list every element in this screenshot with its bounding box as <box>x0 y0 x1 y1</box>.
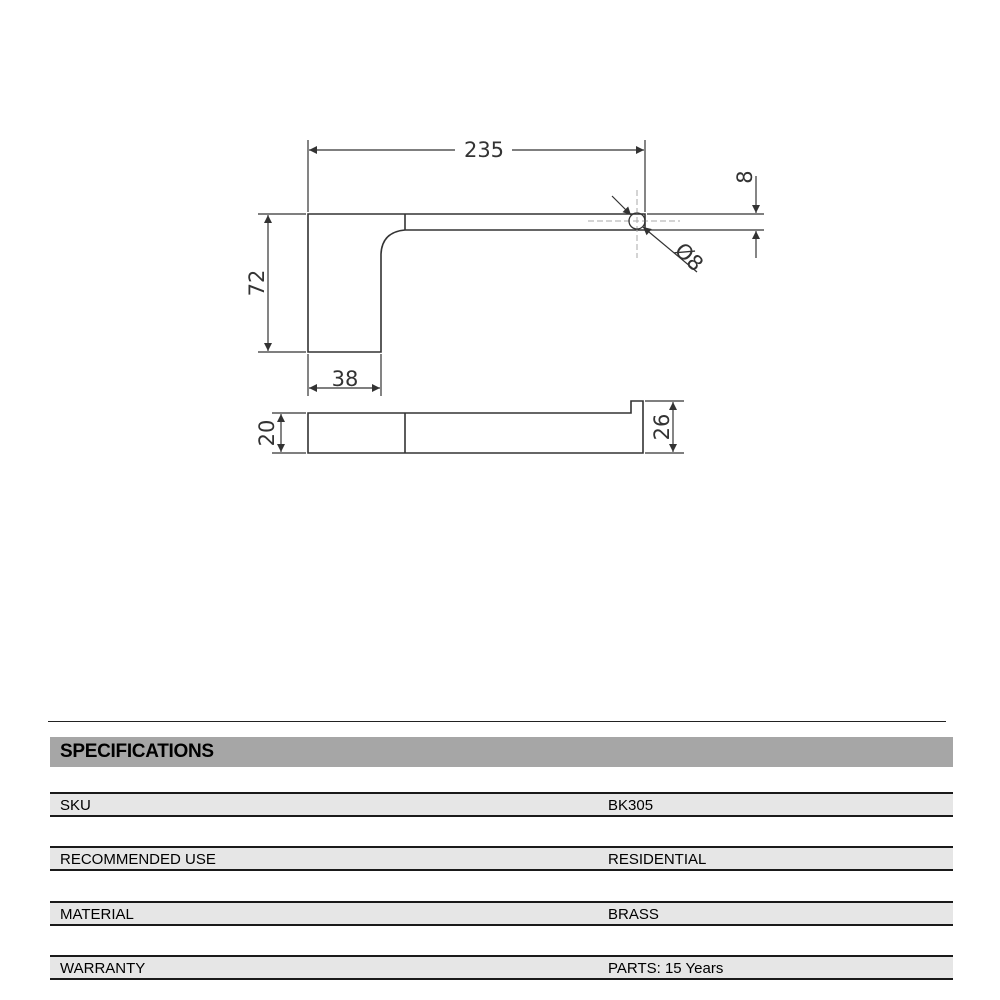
spec-value: RESIDENTIAL <box>608 851 707 868</box>
side-right-dimension-label: 26 <box>650 413 674 441</box>
base-dimension-label: 38 <box>331 367 359 391</box>
hole-center-mark <box>588 190 680 258</box>
spec-value: BK305 <box>608 797 654 814</box>
spec-label: RECOMMENDED USE <box>60 851 216 868</box>
spec-label: MATERIAL <box>60 906 134 923</box>
height-dimension-label: 72 <box>245 269 269 297</box>
spec-row-material <box>50 901 953 926</box>
spec-row-warranty <box>50 955 953 980</box>
spec-value: BRASS <box>608 906 659 923</box>
spec-value: PARTS: 15 Years <box>608 960 724 977</box>
width-dimension-label: 235 <box>463 138 505 162</box>
section-divider <box>48 721 946 722</box>
diameter-dimension-label: Ø8 <box>669 237 709 277</box>
side-left-dimension-label: 20 <box>255 419 279 447</box>
spec-row-recommended-use <box>50 846 953 871</box>
side-view-outline <box>308 401 643 453</box>
specifications-title: SPECIFICATIONS <box>60 741 214 762</box>
spec-label: WARRANTY <box>60 960 146 977</box>
spec-label: SKU <box>60 797 91 814</box>
thickness-dimension-label: 8 <box>733 170 757 184</box>
specifications-header <box>50 737 953 767</box>
top-view-outline <box>308 214 645 352</box>
spec-row-sku <box>50 792 953 817</box>
